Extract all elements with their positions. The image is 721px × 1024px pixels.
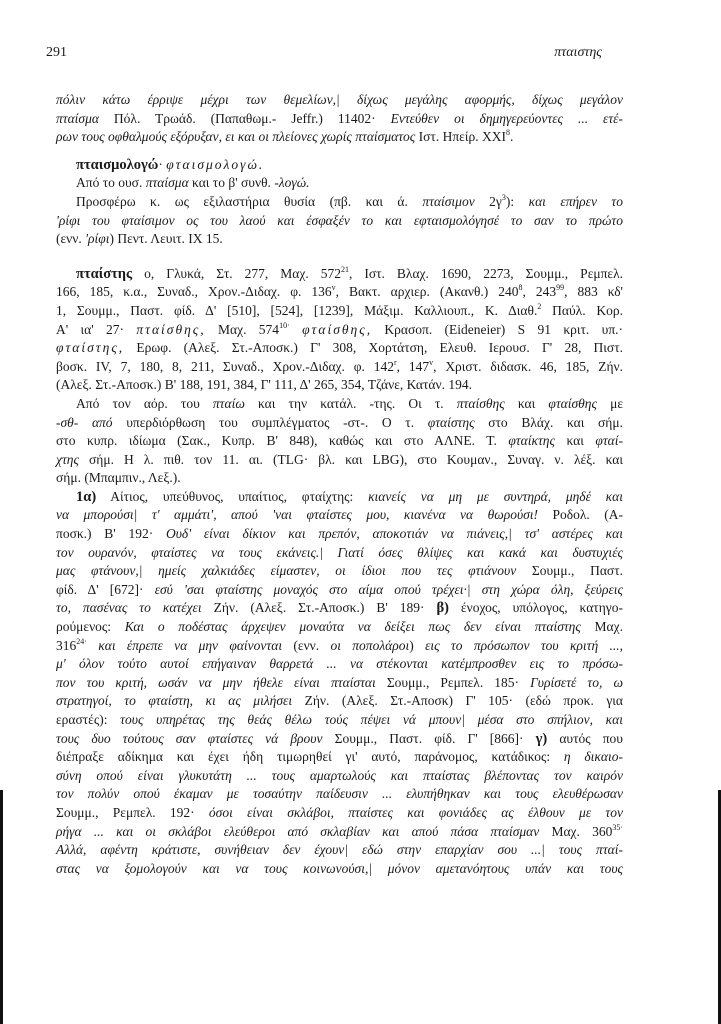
text-line (56, 91, 623, 110)
superscript: v (331, 283, 336, 293)
text-line (56, 860, 623, 879)
text-run: φταίστης, (56, 340, 125, 356)
text-run: εραστές): (56, 712, 121, 727)
text-run: Σουμμ., Παστ. φίδ. Γ' [866]· (322, 730, 536, 746)
text-run: και (554, 433, 596, 449)
text-run: , 883 κδ' (564, 284, 623, 300)
text-line (56, 469, 623, 488)
text-run: , 243 (522, 284, 557, 300)
text-run: φταίκτης (508, 433, 555, 449)
text-run: πταίσμα (145, 175, 189, 191)
dictionary-text (56, 91, 623, 878)
text-run: ρων τους οφθαλμούς εξόρυξαν, ει και οι πλείονες χωρίς πταίσματος (56, 129, 416, 145)
text-run: φταίσθης, (302, 321, 373, 337)
text-run: και έπρεπε να μην φαίνονται (98, 637, 283, 653)
text-run: ποσκ.) Β' 192· (56, 526, 166, 542)
text-line (56, 156, 623, 175)
text-run: ): (505, 193, 529, 209)
senses-paragraph (56, 488, 623, 878)
text-run: όσοι είναι σκλάβοι, πταίστες και φονιάδες ας έλθουν με τον (208, 804, 623, 820)
text-line (56, 674, 623, 693)
text-run: Σουμμ., Ρεμπελ. 185· (375, 674, 531, 690)
superscript: 21 (340, 264, 349, 274)
text-run: Από το ουσ. (76, 175, 146, 191)
text-line (56, 692, 623, 711)
superscript: 2 (537, 301, 542, 311)
text-run: (ενν. (282, 637, 331, 653)
text-run: Μαχ. 360 (539, 823, 613, 839)
text-run: τον πολύν οπού έκαμαν με τοσαύτην παίδευσιν ... ελυπήθηκαν και τους ελευθέρωσαν (56, 786, 623, 802)
text-line (56, 302, 623, 321)
text-run: (ενν. (56, 231, 86, 247)
text-run: , 147 (396, 358, 430, 374)
text-line (56, 451, 623, 470)
text-run (87, 638, 98, 653)
text-run: Εντεύθεν οι δημηγερεύοντες ... ετέ- (390, 110, 623, 126)
text-line (56, 212, 623, 231)
text-run: και την κατάλ. -της. Οι τ. (244, 395, 457, 411)
text-run: πταίσμα (56, 110, 99, 126)
text-run: μας φτάνουν,| ημείς χαλκιάδες είμαστεν, οι ίδιοι που τες φτιάνουν (56, 563, 517, 579)
text-line (56, 841, 623, 860)
superscript: 99 (556, 283, 565, 293)
text-run: 1, Σουμμ., Παστ. φίδ. Δ' [510], [524], [1239], Μάξιμ. Καλλιουπ., Κ. Διαθ. (56, 302, 538, 318)
text-line (56, 432, 623, 451)
text-run: Ιστ. Ηπείρ. XXI (415, 129, 506, 145)
text-run: Ουδ' είναι δίκιον και πρεπόν, αποκοτιάν να πιάνεις,| τσ' αστέρες και (165, 526, 623, 542)
text-run: ο, Γλυκά, Στ. 277, Μαχ. 572 (132, 265, 341, 281)
text-run (290, 322, 302, 337)
text-run: Ερωφ. (Αλεξ. Στ.-Αποσκ.) Γ' 308, Χορτάτση, Ελευθ. Ιερουσ. Γ' 28, Πιστ. (124, 340, 623, 356)
superscript: v (429, 357, 434, 367)
text-run: και επήρεν το (528, 193, 623, 209)
text-run: σύνη οπού είναι γλυκυτάτη ... τους αμαρτωλούς και πταίστας βλέποντας τον καιρόν (56, 767, 623, 783)
text-run: εις το πρόσωπον του κριτή ..., (425, 637, 623, 653)
text-line (56, 128, 623, 147)
text-run: σήμ. Η λ. πιθ. τον 11. αι. (TLG· βλ. και LBG), στο Κουμαν., Συναγ. ν. λέξ. και (78, 451, 623, 467)
text-run: ένοχος, υπόλογος, κατηγο- (448, 600, 623, 616)
superscript: 8 (518, 283, 523, 293)
text-run: ) (409, 637, 426, 653)
running-head: πταιστης (554, 45, 602, 60)
text-run: Και ο ποδέστας άρχεψεν μοναύτα να δείξει πως δεν είναι πταίστης (124, 619, 581, 635)
text-run: 166, 185, κ.α., Συναδ., Χρον.-Διδαχ. φ. 136 (56, 284, 332, 300)
text-run: Γυρίσετέ το, ω (530, 674, 623, 690)
text-run: και (504, 395, 549, 411)
superscript: r (393, 357, 397, 367)
text-line (56, 525, 623, 544)
text-line (56, 581, 623, 600)
text-run: το, πασένας το κατέχει (56, 600, 202, 616)
text-line (56, 748, 623, 767)
text-run: πταίσιμον (422, 193, 475, 209)
text-line (56, 193, 623, 212)
text-run: Σουμμ., Ρεμπελ. 192· (56, 804, 209, 820)
text-run: Αλλά, αφέντη κράτιστε, συνήθειαν δεν έχουν| εδώ στην επαρχίαν σου ...| τους πταί- (56, 842, 623, 858)
superscript: 24· (76, 636, 87, 646)
text-run: στρατηγοί, το φταίστη, κι ας μιλήσει (56, 693, 293, 709)
text-run: , Χριστ. διδασκ. 46, 185, Ζήν. (433, 358, 623, 374)
text-line (56, 488, 623, 507)
text-run: 2γ (474, 193, 502, 209)
text-line (56, 767, 623, 786)
entry-ptaismologo (56, 156, 623, 249)
text-run: να μπορούσι| τ' αμμάτι', απού 'ναι φταίστες μου, κιανένα να θωρούσι! (56, 507, 539, 523)
text-line (56, 265, 623, 284)
text-line (56, 174, 623, 193)
text-line (56, 321, 623, 340)
text-line (56, 414, 623, 433)
text-line (56, 283, 623, 302)
text-run: υπερδιόρθωση του συμπλέγματος -στ-. Ο τ. (112, 414, 428, 430)
headword: 1α) (76, 488, 97, 505)
text-run: (Αλεξ. Στ.-Αποσκ.) Β' 188, 191, 384, Γ' 111, Δ' 265, 354, Τζάνε, Κατάν. 194. (56, 377, 472, 393)
superscript: 3 (501, 192, 506, 202)
text-run: 'ρίφι του φταίσιμον ος του λαού και έσφαξέν το και εφταισμολόγησέ το σαν το πρώτο (56, 212, 623, 228)
etymology-paragraph (56, 395, 623, 488)
text-run: -λογώ. (274, 175, 310, 191)
text-line (56, 655, 623, 674)
text-run: , Βακτ. αρχιερ. (Ακανθ.) 240 (335, 284, 519, 300)
text-run: τους υπηρέτας της θεάς θέλω τούς πέψει νά μπουν| μέσα στο σπήλιον, και (120, 712, 624, 727)
text-run: κιανείς να μη με συντηρά, μηδέ και (368, 488, 623, 504)
text-line (56, 804, 623, 823)
text-run: μ' όλον τούτο αυτοί επήγαιναν θαρρετά ... να στέκονται κατέμπροσθεν εις το πρόσω- (56, 656, 623, 672)
text-run: τους δυο τούτους σαν φταίστες νά βρουν (56, 730, 323, 746)
text-run: και το β' συνθ. (188, 175, 275, 191)
text-line (56, 711, 623, 730)
text-run: φταί- (595, 433, 623, 449)
text-line (56, 376, 623, 395)
text-run: πταίσθης, (136, 321, 206, 337)
text-line (56, 823, 623, 842)
text-run: 'ρίφι (85, 231, 110, 247)
text-run: , Ιστ. Βλαχ. 1690, 2273, Σουμμ., Ρεμπελ. (348, 265, 624, 281)
scan-border-left (0, 790, 3, 1024)
text-run: · (158, 156, 167, 172)
text-run: Από τον αόρ. του (76, 395, 213, 411)
text-line (56, 544, 623, 563)
text-run: Μαχ. (580, 619, 623, 635)
text-run: διέπραξε αδίκημα και έχει ήδη τιμωρηθεί γι' αυτό, παράνομος, κατάδικος: (56, 749, 564, 765)
text-run: ρήγα ... και οι σκλάβοι ελεύθεροι από σκλαβίαν και απού πάσα πταίσμαν (56, 823, 540, 839)
text-run: φίδ. Δ' [672]· (56, 581, 155, 597)
text-line (56, 599, 623, 618)
text-line (56, 506, 623, 525)
text-run: Ζήν. (Αλεξ. Στ.-Αποσκ.) Β' 189· (201, 600, 437, 616)
text-run: -σθ- από (56, 414, 113, 430)
text-run: τον ουρανόν, φταίστες να τους εκάνεις.| Γιατί όσες θλίψες και κακά και δυστυχιές (56, 544, 623, 560)
text-run: Α' ια' 27· (56, 321, 137, 337)
text-run: στο κυπρ. ιδίωμα (Σακ., Κυπρ. Β' 848), καθώς και στο ΑΛΝΕ. Τ. (56, 433, 509, 449)
text-run: φταισμολογώ. (166, 156, 265, 172)
text-run: Αίτιος, υπεύθυνος, υπαίτιος, φταίχτης: (96, 488, 369, 504)
entry-continuation (56, 91, 623, 147)
headword: β) (436, 600, 449, 617)
superscript: 35· (612, 822, 623, 832)
text-run: η δικαιο- (563, 749, 623, 765)
headword: πταίστης (76, 265, 133, 282)
text-line (56, 230, 623, 249)
text-run: οι ποπολάροι (330, 637, 410, 653)
text-line (56, 562, 623, 581)
text-line (56, 637, 623, 656)
text-line (56, 339, 623, 358)
text-run: Πόλ. Τρωάδ. (Παπαθωμ.- Jeffr.) 11402· (98, 110, 391, 126)
page-number: 291 (46, 45, 67, 60)
headword: πταισμολογώ (76, 156, 159, 173)
text-line (56, 618, 623, 637)
superscript: 10· (279, 320, 290, 330)
text-line (56, 730, 623, 749)
text-run: . (509, 129, 514, 145)
text-line (56, 785, 623, 804)
text-run: πταίσθης (456, 395, 505, 411)
text-line (56, 358, 623, 377)
text-run: σήμ. (Μπαμπιν., Λεξ.). (56, 470, 181, 486)
text-run: φταίσθης (548, 395, 597, 411)
text-run: ρούμενος: (56, 619, 125, 635)
text-run: 316 (56, 637, 77, 653)
entry-ptaistis (56, 265, 623, 395)
text-run: στας να ξομολογούν και να τους κοινωνούσι,| μόνον αμετανόητους υπάν και τους (56, 860, 623, 876)
text-run: Σουμμ., Παστ. (516, 563, 623, 579)
text-run: με (596, 395, 624, 411)
text-run: πον του κριτή, ωσάν να μην ήθελε είναι πταίσται (56, 674, 376, 690)
headword: γ) (535, 730, 548, 747)
text-run: ) Πεντ. Λευιτ. IX 15. (109, 231, 223, 247)
text-run: βοσκ. IV, 7, 180, 8, 211, Συναδ., Χρον.-Διδαχ. φ. 142 (56, 358, 394, 374)
text-run: Προσφέρω κ. ως εξιλαστήρια θυσία (πβ. και ά. (76, 193, 423, 209)
text-run: Ροδολ. (Α- (538, 507, 624, 523)
text-run: φταίστης (427, 414, 475, 430)
page-header (46, 45, 602, 65)
text-run: πόλιν κάτω έρριψε μέχρι των θεμελίων,| δίχως μεγάλης αφορμής, δίχως μεγάλον (56, 92, 623, 107)
text-run: χτης (56, 451, 79, 467)
text-run: αυτός που (547, 730, 623, 746)
text-run: πταίω (212, 395, 245, 411)
text-run: Παύλ. Κορ. (541, 302, 623, 318)
text-run: εσύ 'σαι φταίστης μοναχός στο αίμα οπού τρέχει·| στη χώρα όλη, ξεύρεις (154, 581, 624, 597)
text-run: Κρασοπ. (Eideneier) S 91 κριτ. υπ.· (372, 321, 624, 337)
superscript: 8 (505, 128, 510, 138)
text-run: Ζήν. (Αλεξ. Στ.-Αποσκ) Γ' 105· (εδώ προκ. για (292, 693, 624, 709)
text-line (56, 395, 623, 414)
text-line (56, 110, 623, 129)
text-run: Μαχ. 574 (205, 321, 280, 337)
text-run: στο Βλάχ. και σήμ. (474, 414, 623, 430)
